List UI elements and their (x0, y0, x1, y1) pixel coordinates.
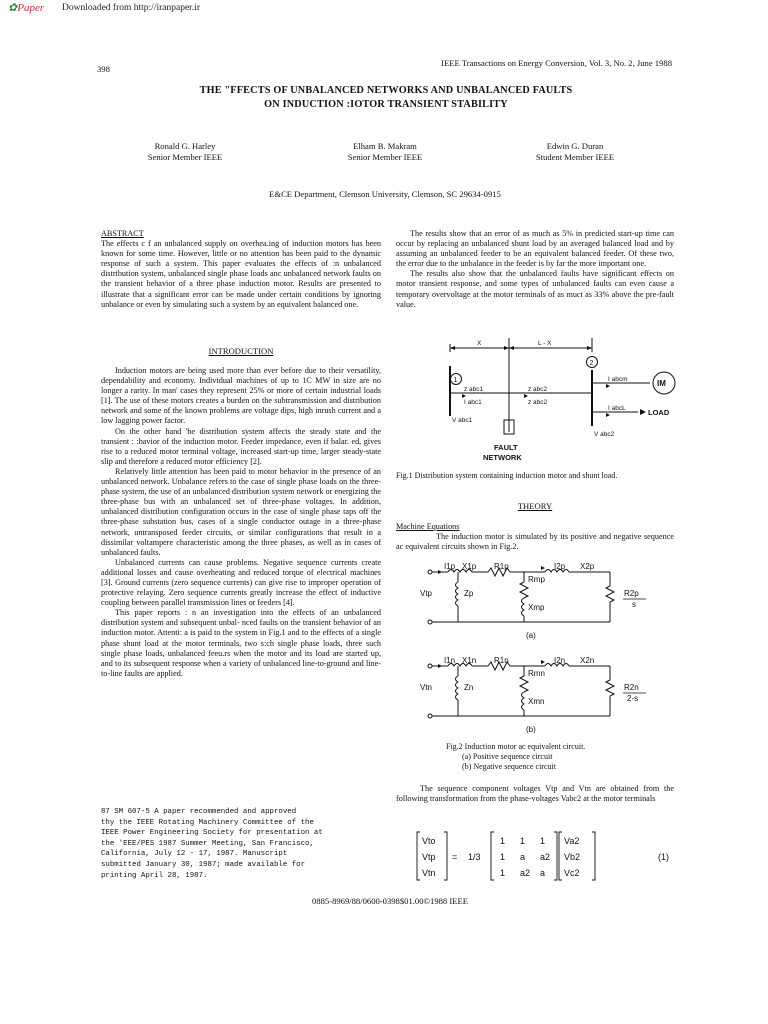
lhs-bracket-right (444, 832, 447, 880)
abstract-section (101, 229, 381, 310)
vtp-label: Vtp (420, 589, 433, 598)
xmn-inductor (522, 692, 525, 710)
load-label: LOAD (648, 408, 670, 417)
xmn-label: Xmn (528, 697, 545, 706)
fig2a-tag: (a) (526, 631, 536, 640)
r1n-label: R1n (494, 656, 509, 665)
r2p-resistor (606, 586, 614, 602)
r2p-label: R2p (624, 589, 639, 598)
fig2-caption-b: (b) Negative sequence circuit (462, 762, 556, 771)
abstract-text: The effects c f an unbalanced supply on overhea.ing of induction motors has been known for some time. However, little or no attention has been paid to the dynamic response of such a system. This paper evaluates the effects of :n unbalanced distribution system, unbalanced single phase loads anc unbalanced network faults on the transient behavior of a three phase induction motor. Results are presented to illustrate that a significant error can be made under certain conditions by ignoring unbalance or even by simulating such a system by an equivalent balanced one. (101, 239, 381, 309)
m-1-1: 1 (500, 836, 506, 846)
m-2-3: a2 (540, 852, 551, 862)
fig1-caption: Fig.1 Distribution system containing induction motor and shunt load. (396, 471, 618, 480)
rhs-bracket-right (592, 832, 595, 880)
theory-heading: THEORY (517, 501, 553, 511)
footnote-line: the 'EEE/PES 1987 Summer Meeting, San Francisco, (101, 839, 314, 848)
author-name: Ronald G. Harley (154, 141, 216, 151)
i-load-label: I abcL (608, 405, 626, 412)
matrix-bracket-left (491, 832, 494, 880)
copyright-footer: 0885-8969/88/0600-0398$01.00©1988 IEEE (312, 896, 468, 906)
i2p-label: I2p (554, 562, 566, 571)
m-1-2: 1 (520, 836, 526, 846)
logo-text: Paper (17, 2, 45, 14)
rhs-va2: Va2 (564, 836, 580, 846)
transform-text: The sequence component voltages Vtp and Vtn are obtained from the following transformation from the phase-voltages Vabc2 at the motor terminals (396, 784, 674, 804)
svg-text:=: = (452, 852, 458, 862)
title-line-2: ON INDUCTION :IOTOR TRANSIENT STABILITY (264, 99, 508, 110)
i1p-label: I1p (444, 562, 456, 571)
s-label: s (632, 600, 636, 609)
x2p-label: X2p (580, 562, 595, 571)
intro-paragraph: This paper reports : n an investigation into the effects of an unbalanced distribution system and subsequent unbal- nced faults on the transient behavior of an induction motor. Attenti: a is paid to the system in Fig.1 and to the effects of a single phase shunt load at the motor terminals, two s:ch single phase loads, three such single phase loads, unbalanced feeu.rs when the motor and its load are started up, and to its subsequent response when a variety of unbalanced line-to-ground and line-to-line faults are applied. (101, 608, 381, 678)
factor: 1/3 (468, 852, 481, 862)
node1-label: 1 (453, 377, 458, 384)
m-3-2: a2 (520, 868, 531, 878)
zn-label: Zn (464, 683, 474, 692)
author-role: Senior Member IEEE (347, 152, 423, 162)
two-minus-s-label: 2-s (627, 694, 639, 703)
fig2b-negative-sequence-circuit (420, 654, 680, 736)
lhs-vto: Vto (422, 836, 436, 846)
results-summary (396, 229, 674, 310)
abstract-heading: ABSTRACT (101, 229, 144, 238)
fig2-caption-title: Fig.2 Induction motor ac equivalent circuit. (446, 742, 586, 751)
rhs-vc2: Vc2 (564, 868, 580, 878)
author-name: Elham B. Makram (353, 141, 417, 151)
z-right-label: z abc2 (528, 386, 548, 393)
v-right-label: V abc2 (594, 431, 615, 438)
i-motor-label: I abcm (608, 376, 628, 383)
introduction-body (101, 366, 381, 679)
footnote-line: printing April 28, 1987. (101, 871, 208, 880)
download-bar (0, 0, 768, 18)
footnote (101, 807, 391, 881)
paper-title (100, 84, 672, 112)
results-paragraph: The results show that an error of as much as 5% in predicted start-up time can occur by replacing an unbalanced shunt load by an averaged balanced load and by assuming an unbalanced feeder to be an equivalent balanced feeder. Of these two, the error due to the unbalance in the feeder is by far the more important one. (396, 229, 674, 269)
fig2-caption (446, 742, 686, 772)
iranpaper-logo: ✿Paper (8, 2, 45, 14)
x1n-label: X1n (462, 656, 477, 665)
zp-element (456, 582, 459, 606)
journal-header: IEEE Transactions on Energy Conversion, Vol. 3, No. 2, June 1988 (441, 58, 672, 68)
fig1-distribution-system (440, 332, 680, 470)
affiliation: E&CE Department, Clemson University, Clemson, SC 29634-0915 (269, 189, 501, 199)
m-2-1: 1 (500, 852, 506, 862)
m-3-1: 1 (500, 868, 506, 878)
node2-label: 2 (589, 360, 594, 367)
intro-paragraph: Relatively little attention has been paid to motor behavior in the presence of an unbalanced network. Unbalance refers to the case of single phase loads on the three-phase system, the use of an unbalanced distribution system network or energizing the three-phase bus with an unbalanced set of three-phase voltages. In addition, unbalanced distribution configuration occurs in the case of single phase taps off the three-phase substation bus, cases of a single conductor outage in a three-phase network, untransposed feeder circuits, or similar configurations that result in a dissimilar voltampere characteristic among the three phases, as well as in cases of unbalanced faults. (101, 466, 381, 557)
fig2b-tag: (b) (526, 725, 536, 734)
zp-label: Zp (464, 589, 474, 598)
z-right-mid-label: z abc2 (528, 399, 548, 406)
xmp-label: Xmp (528, 603, 545, 612)
intro-paragraph: Induction motors are being used more than ever before due to their versatility, dependability and economy. Individual machines of up to 1C MW in size are no longer a rarity. In man' cases they represent 25% or more of certain industrial loads [1]. The use of these motors creates a burden on the subtransmission and distribution network and some of the known problems are voltage dips, high inrush current and a low lagging power factor. (101, 366, 381, 426)
rhs-bracket-left (559, 832, 562, 880)
z-left-label: z abc1 (464, 386, 484, 393)
i-left-label: I abc1 (464, 399, 482, 406)
x-label: X (477, 340, 482, 347)
motor-label: IM (657, 379, 666, 388)
equation-1 (396, 828, 682, 884)
footnote-line: submitted January 30, 1987; made available for (101, 860, 306, 869)
rmp-label: Rmp (528, 575, 545, 584)
intro-paragraph: On the other hand 'he distribution system affects the steady state and the transient : :havior of the induction motor. Feeder impedance, even if balar. ed, gives rise to a reduced motor terminal voltage, increased start-up time, larger steady-state slip and therefore a reduced motor efficiency [2]. (101, 426, 381, 466)
lhs-vtn: Vtn (422, 868, 436, 878)
author-2 (320, 141, 450, 163)
introduction-heading: INTRODUCTION (208, 346, 274, 356)
intro-paragraph: Unbalanced currents can cause problems. Negative sequence currents create additional losses and cause overheating and reduced torque of electrical machines [3]. Ground currents (zero sequence currents) can give rise to improper operation of protective relaying. Zero sequence currents greatly increase the effect of inductive coupling between parallel transmission lines or feeders [4]. (101, 557, 381, 608)
author-role: Student Member IEEE (535, 152, 615, 162)
fig2a-positive-sequence-circuit (420, 560, 680, 642)
footnote-line: 87 SM 607-5 A paper recommended and approved (101, 808, 297, 816)
machine-equations-heading: Machine Equations (396, 522, 460, 531)
rhs-vb2: Vb2 (564, 852, 581, 862)
author-name: Edwin G. Duran (546, 141, 604, 151)
network-label: NETWORK (483, 453, 522, 462)
theory-text: The induction motor is simulated by its positive and negative sequence ac equivalent circuits shown in Fig.2. (396, 532, 674, 552)
m-3-3: a (540, 868, 546, 878)
footnote-line: IEEE Power Engineering Society for presentation at (101, 829, 323, 838)
lhs-vtp: Vtp (422, 852, 436, 862)
r2n-resistor (606, 680, 614, 696)
v-left-label: V abc1 (452, 417, 473, 424)
lhs-bracket-left (417, 832, 420, 880)
m-1-3: 1 (540, 836, 546, 846)
lx-label: L - X (538, 340, 552, 347)
author-role: Senior Member IEEE (147, 152, 223, 162)
fig2-caption-a: (a) Positive sequence circuit (462, 752, 553, 761)
author-1 (120, 141, 250, 163)
results-paragraph: The results also show that the unbalanced faults have significant effects on motor transient response, and some types of unbalanced faults can even cause a temporary overvoltage at the motor terminals of as muct as 33% above the pre-fault value. (396, 269, 674, 309)
download-source-link[interactable]: Downloaded from http://iranpaper.ir (62, 3, 200, 13)
m-2-2: a (520, 852, 526, 862)
fault-label: FAULT (494, 443, 518, 452)
i2n-label: I2n (554, 656, 566, 665)
r2n-label: R2n (624, 683, 639, 692)
i1n-label: I1n (444, 656, 456, 665)
r1p-label: R1p (494, 562, 509, 571)
vtn-label: Vtn (420, 683, 433, 692)
page-number: 398 (97, 64, 110, 74)
rmp-resistor (520, 582, 528, 598)
xmp-inductor (522, 598, 525, 616)
rmn-resistor (520, 676, 528, 692)
footnote-line: thy the IEEE Rotating Machinery Committee of the (101, 818, 314, 827)
author-3 (510, 141, 640, 163)
equation-number: (1) (658, 852, 669, 862)
x1p-label: X1p (462, 562, 477, 571)
x2n-label: X2n (580, 656, 595, 665)
title-line-1: THE "FFECTS OF UNBALANCED NETWORKS AND UNBALANCED FAULTS (199, 85, 573, 96)
footnote-line: California, July 12 - 17, 1987. Manuscript (101, 850, 288, 859)
zn-element (456, 676, 459, 700)
rmn-label: Rmn (528, 669, 545, 678)
matrix-bracket-right (554, 832, 557, 880)
